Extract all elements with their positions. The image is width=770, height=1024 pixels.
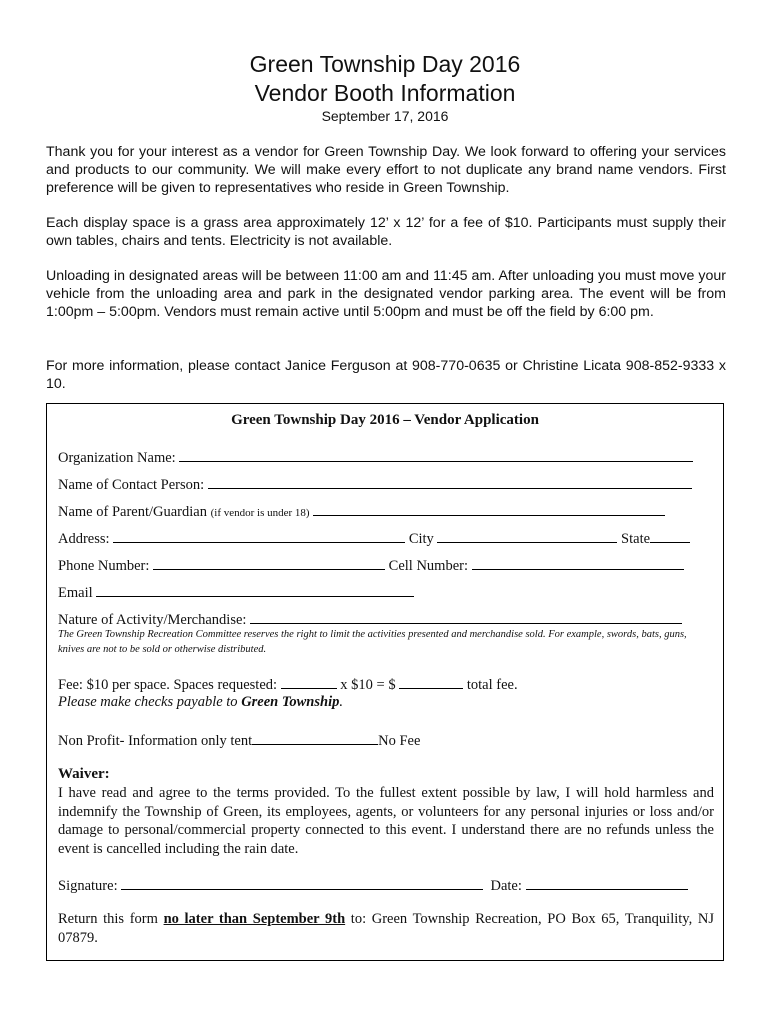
address-label: Address:	[58, 531, 110, 547]
contact-row	[58, 475, 692, 494]
state-field[interactable]	[650, 529, 690, 543]
organization-row	[58, 448, 693, 467]
activity-label: Nature of Activity/Merchandise:	[58, 612, 247, 628]
activity-field[interactable]	[250, 610, 682, 624]
fee-multiplier-label: x $10 = $	[340, 677, 396, 693]
parent-note: (if vendor is under 18)	[210, 507, 310, 519]
intro-paragraph-contact: For more information, please contact Janice Ferguson at 908-770-0635 or Christine Licata 908-852-9333 x 10.	[46, 358, 726, 392]
address-row	[58, 529, 690, 548]
city-field[interactable]	[437, 529, 617, 543]
document-title: Green Township Day 2016	[249, 51, 521, 77]
document-subtitle: Vendor Booth Information	[254, 80, 516, 106]
nonprofit-field[interactable]	[252, 731, 378, 745]
checks-payable-text: Please make checks payable to	[58, 694, 238, 710]
signature-row	[58, 876, 688, 895]
address-field[interactable]	[113, 529, 405, 543]
fee-label: Fee: $10 per space. Spaces requested:	[58, 677, 278, 693]
cell-field[interactable]	[472, 556, 684, 570]
intro-paragraph-unloading: Unloading in designated areas will be between 11:00 am and 11:45 am. After unloading you must move your vehicle from the unloading area and park in the designated vendor parking area. The event will be from 1:00pm – 5:00pm. Vendors must remain active until 5:00pm and must be off the field by 6:00 pm.	[46, 268, 726, 320]
nonprofit-row	[58, 731, 420, 750]
cell-label: Cell Number:	[388, 558, 469, 574]
city-label: City	[408, 531, 434, 547]
phone-label: Phone Number:	[58, 558, 150, 574]
checks-payable-row	[58, 693, 343, 711]
email-row	[58, 583, 414, 602]
contact-person-field[interactable]	[208, 475, 692, 489]
merchandise-disclaimer: The Green Township Recreation Committee reserves the right to limit the activities presented and merchandise sold. For example, swords, bats, guns, knives are not to be sold or otherwise distributed.	[58, 629, 687, 655]
event-date: September 17, 2016	[321, 108, 449, 124]
nonprofit-no-fee: No Fee	[378, 733, 421, 749]
checks-payable-end: .	[339, 694, 343, 710]
intro-paragraph-vendor-interest: Thank you for your interest as a vendor for Green Township Day. We look forward to offering your services and products to our community. We will make every effort to not duplicate any brand name vendors. First preference will be given to representatives who reside in Green Township.	[46, 144, 726, 196]
vendor-application-form	[46, 403, 724, 961]
parent-label: Name of Parent/Guardian	[58, 504, 207, 520]
spaces-requested-field[interactable]	[281, 675, 337, 689]
phone-row	[58, 556, 684, 575]
organization-label: Organization Name:	[58, 450, 176, 466]
signature-label: Signature:	[58, 878, 118, 894]
signature-date-label: Date:	[490, 878, 522, 894]
parent-row	[58, 502, 665, 522]
phone-field[interactable]	[153, 556, 385, 570]
return-deadline: no later than September 9th	[163, 911, 346, 927]
return-address: to: Green Township Recreation, PO Box 65, Tranquility, NJ 07879.	[58, 911, 714, 946]
parent-guardian-field[interactable]	[313, 502, 665, 516]
return-text-start: Return this form	[58, 911, 158, 927]
email-field[interactable]	[96, 583, 414, 597]
signature-date-field[interactable]	[526, 876, 688, 890]
waiver-text: I have read and agree to the terms provided. To the fullest extent possible by law, I will hold harmless and indemnify the Township of Green, its employees, agents, or volunteers for any personal injuries or loss and/or damage to personal/commercial property connected to this event. I understand there are no refunds unless the event is cancelled including the rain date.	[58, 785, 714, 857]
intro-paragraph-display-space: Each display space is a grass area approximately 12’ x 12’ for a fee of $10. Participants must supply their own tables, chairs and tents. Electricity is not available.	[46, 215, 726, 249]
total-fee-label: total fee.	[466, 677, 518, 693]
checks-payee: Green Township	[241, 694, 340, 710]
application-title: Green Township Day 2016 – Vendor Application	[231, 412, 539, 428]
return-instructions	[58, 910, 714, 948]
contact-label: Name of Contact Person:	[58, 477, 205, 493]
fee-row	[58, 675, 518, 694]
organization-field[interactable]	[179, 448, 693, 462]
email-label: Email	[58, 585, 93, 601]
signature-field[interactable]	[121, 876, 483, 890]
state-label: State	[621, 531, 651, 547]
total-fee-field[interactable]	[399, 675, 463, 689]
waiver-heading: Waiver:	[58, 766, 110, 782]
nonprofit-label: Non Profit- Information only tent	[58, 733, 253, 749]
